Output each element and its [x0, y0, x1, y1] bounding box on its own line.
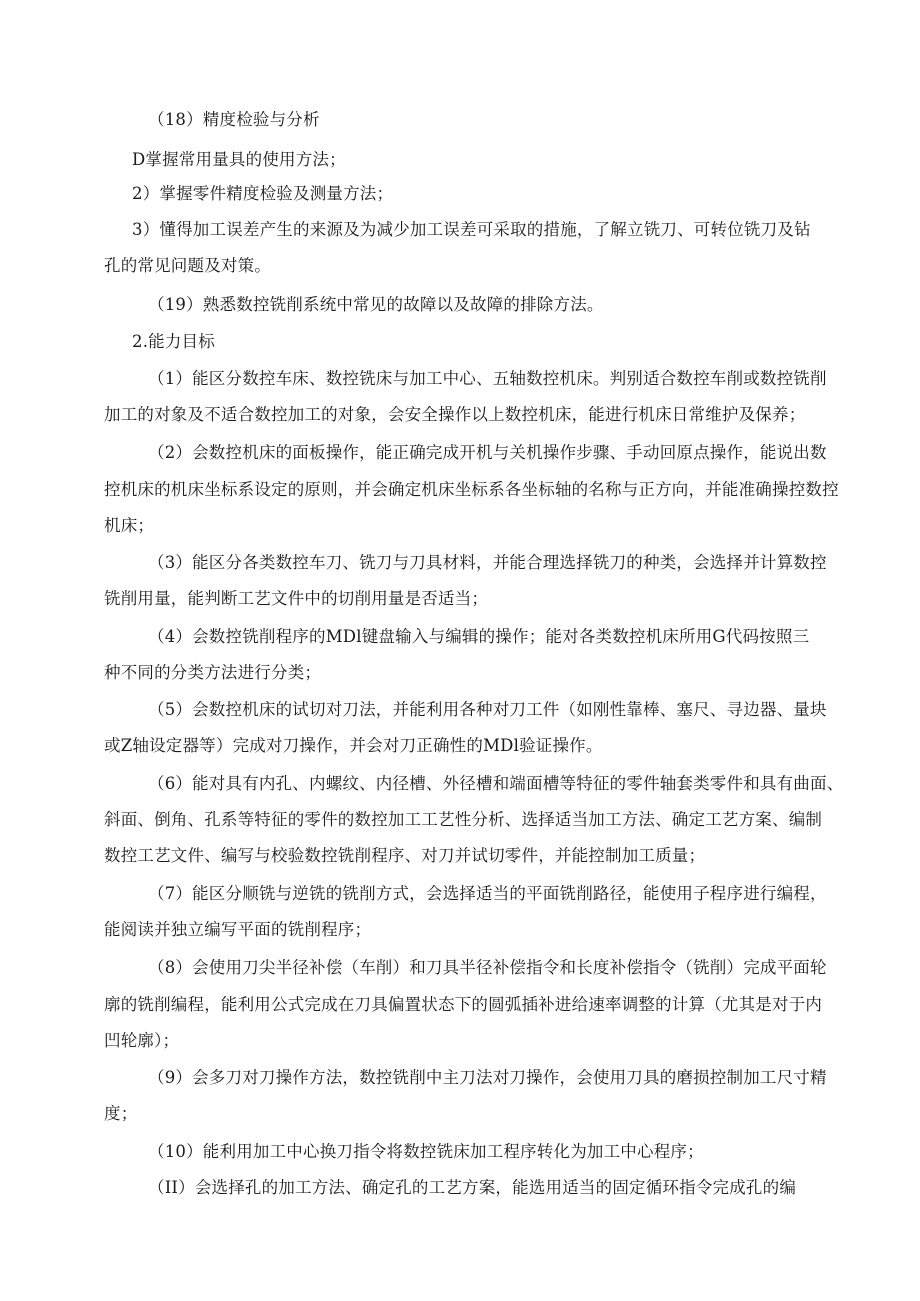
text-line-4: 3）懂得加工误差产生的来源及为减少加工误差可采取的措施，了解立铣刀、可转位铣刀及钻 [132, 220, 811, 239]
text-line-9: 加工的对象及不适合数控加工的对象，会安全操作以上数控机床，能进行机床日常维护及保养； [104, 405, 806, 424]
text-line-19: （6）能对具有内孔、内螺纹、内径槽、外径槽和端面槽等特征的零件轴套类零件和具有曲面、 [148, 774, 844, 793]
text-line-7: 2.能力目标 [132, 332, 215, 351]
text-line-28: 度； [104, 1104, 138, 1123]
text-line-23: 能阅读并独立编写平面的铣削程序； [104, 920, 372, 939]
text-line-27: （9）会多刀对刀操作方法，数控铣削中主刀法对刀操作，会使用刀具的磨损控制加工尺寸精 [148, 1068, 827, 1087]
text-line-13: （3）能区分各类数控车刀、铣刀与刀具材料，并能合理选择铣刀的种类，会选择并计算数控 [148, 553, 827, 572]
text-line-24: （8）会使用刀尖半径补偿（车削）和刀具半径补偿指令和长度补偿指令（铣削）完成平面轮 [148, 958, 827, 977]
text-line-16: 种不同的分类方法进行分类； [104, 663, 322, 682]
text-line-26: 凹轮廓）； [104, 1031, 180, 1050]
text-line-1: （18）精度检验与分析 [148, 110, 320, 129]
text-line-20: 斜面、倒角、孔系等特征的零件的数控加工工艺性分析、选择适当加工方法、确定工艺方案、编制 [104, 810, 823, 829]
text-line-3: 2）掌握零件精度检验及测量方法； [132, 184, 394, 203]
text-line-11: 控机床的机床坐标系设定的原则，并会确定机床坐标系各坐标轴的名称与正方向，并能准确操控数控 [104, 480, 839, 499]
text-line-2: D掌握常用量具的使用方法； [132, 150, 346, 169]
text-line-15: （4）会数控铣削程序的MDl键盘输入与编辑的操作；能对各类数控机床所用G代码按照三 [148, 627, 810, 646]
text-line-22: （7）能区分顺铣与逆铣的铣削方式，会选择适当的平面铣削路径，能使用子程序进行编程， [148, 884, 827, 903]
text-line-29: （10）能利用加工中心换刀指令将数控铣床加工程序转化为加工中心程序； [148, 1142, 704, 1161]
text-line-18: 或Z轴设定器等）完成对刀操作，并会对刀正确性的MDl验证操作。 [104, 736, 603, 755]
text-line-10: （2）会数控机床的面板操作，能正确完成开机与关机操作步骤、手动回原点操作，能说出数 [148, 443, 827, 462]
text-line-21: 数控工艺文件、编写与校验数控铣削程序、对刀并试切零件，并能控制加工质量； [104, 846, 706, 865]
text-line-8: （1）能区分数控车床、数控铣床与加工中心、五轴数控机床。判别适合数控车削或数控铣削 [148, 369, 827, 388]
text-line-17: （5）会数控机床的试切对刀法，并能利用各种对刀工件（如刚性靠棒、塞尺、寻边器、量块 [148, 700, 827, 719]
text-line-6: （19）熟悉数控铣削系统中常见的故障以及故障的排除方法。 [148, 295, 604, 314]
text-line-12: 机床； [104, 516, 155, 535]
text-line-5: 孔的常见问题及对策。 [104, 256, 271, 275]
text-line-30: （II）会选择孔的加工方法、确定孔的工艺方案，能选用适当的固定循环指令完成孔的编 [148, 1178, 797, 1197]
text-line-14: 铣削用量，能判断工艺文件中的切削用量是否适当； [104, 589, 489, 608]
text-line-25: 廓的铣削编程，能利用公式完成在刀具偏置状态下的圆弧插补进给速率调整的计算（尤其是对于内 [104, 995, 823, 1014]
